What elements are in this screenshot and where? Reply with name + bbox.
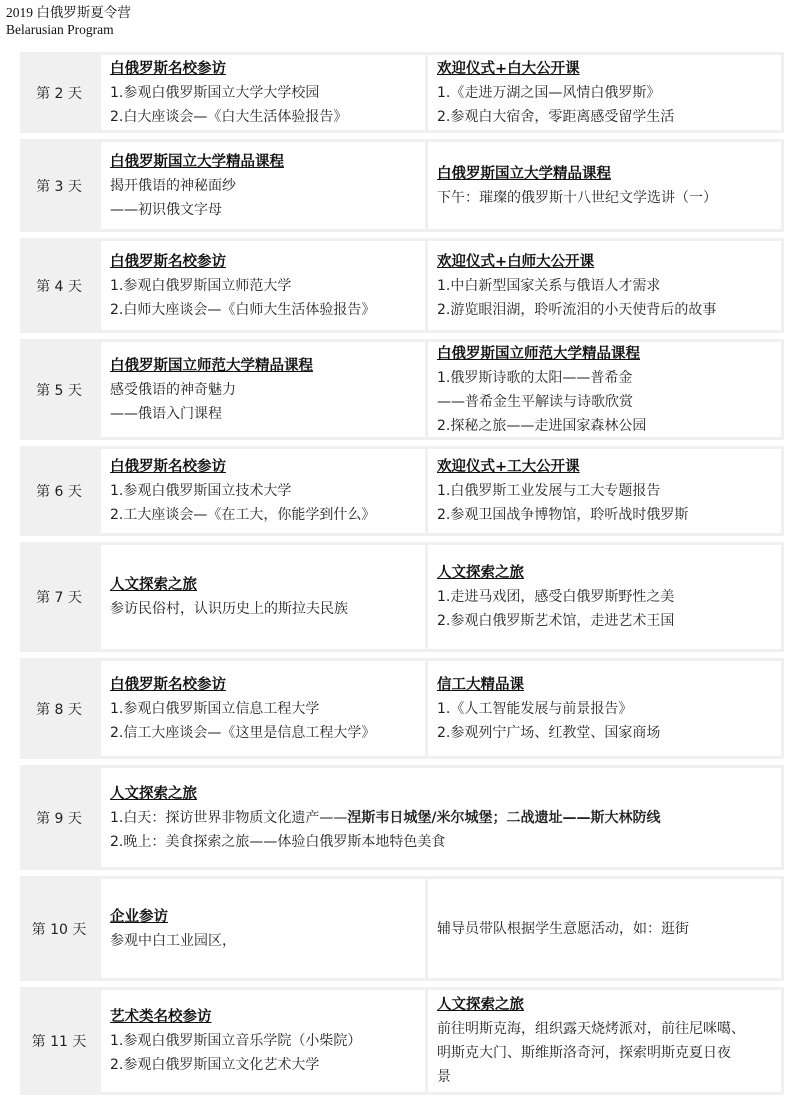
right-activity — [428, 142, 781, 229]
activity-line — [110, 806, 773, 830]
activity-line: 1.参观白俄罗斯国立大学大学校园 — [110, 84, 320, 101]
activity-line: 2.信工大座谈会—《这里是信息工程大学》 — [110, 724, 376, 741]
left-activity — [101, 879, 425, 978]
activity-line: 1.白俄罗斯工业发展与工大专题报告 — [437, 483, 661, 499]
schedule-table — [20, 52, 784, 1101]
activity-title: 人文探索之旅 — [437, 565, 524, 581]
left-activity — [101, 661, 425, 756]
activity-title: 欢迎仪式+工大公开课 — [437, 459, 580, 475]
day-label: 第 6 天 — [36, 484, 82, 500]
activity-line: 2.白大座谈会—《白大生活体验报告》 — [110, 108, 348, 125]
activity-title: 白俄罗斯国立师范大学精品课程 — [110, 357, 313, 374]
schedule-row-day-9 — [20, 765, 784, 870]
activity-line: 2.参观白大宿舍，零距离感受留学生活 — [437, 108, 675, 125]
activity-line: 1.参观白俄罗斯国立音乐学院（小柴院） — [110, 1033, 362, 1049]
activity-title: 信工大精品课 — [437, 676, 524, 693]
activity-line: 1.中白新型国家关系与俄语人才需求 — [437, 277, 661, 294]
activity-line: 1.参观白俄罗斯国立信息工程大学 — [110, 700, 320, 717]
activity-line: 2.参观列宁广场、红教堂、国家商场 — [437, 724, 661, 741]
right-activity — [428, 990, 781, 1092]
left-activity — [101, 449, 425, 533]
day-label: 第 8 天 — [36, 701, 82, 718]
schedule-row-day-5 — [20, 339, 784, 440]
schedule-row-day-8 — [20, 658, 784, 759]
right-activity — [428, 241, 781, 330]
day-label: 第 3 天 — [36, 178, 82, 195]
day-label: 第 5 天 — [36, 382, 82, 399]
activity-line: 1.走进马戏团，感受白俄罗斯野性之美 — [437, 589, 675, 605]
activity-line: ——普希金生平解读与诗歌欣赏 — [437, 393, 633, 410]
activity-line: 2.参观白俄罗斯艺术馆，走进艺术王国 — [437, 613, 675, 629]
schedule-row-day-6 — [20, 446, 784, 536]
right-activity — [428, 55, 781, 130]
right-activity — [428, 545, 781, 649]
activity-line: 2.白师大座谈会—《白师大生活体验报告》 — [110, 301, 376, 318]
activity-title: 企业参访 — [110, 908, 168, 925]
activity-line: 明斯克大门、斯维斯洛奇河，探索明斯克夏日夜 — [437, 1045, 731, 1061]
activity-line: 1.参观白俄罗斯国立师范大学 — [110, 277, 292, 294]
schedule-row-day-11 — [20, 987, 784, 1095]
right-activity — [428, 342, 781, 437]
header-title: 2019 白俄罗斯夏令营 — [6, 5, 131, 20]
day-label: 第 10 天 — [31, 921, 87, 938]
activity-line: 参观中白工业园区， — [110, 932, 236, 949]
activity-title: 欢迎仪式+白大公开课 — [437, 60, 580, 77]
activity-line: ——初识俄文字母 — [110, 201, 222, 218]
left-activity — [101, 241, 425, 330]
activity-line: 参访民俗村，认识历史上的斯拉夫民族 — [110, 601, 348, 617]
right-activity — [428, 449, 781, 533]
activity-line: 2.游览眼泪湖，聆听流泪的小天使背后的故事 — [437, 301, 717, 318]
activity-line: ——俄语入门课程 — [110, 405, 222, 422]
activity-line-highlight: 涅斯韦日城堡/米尔城堡；二战遗址——斯大林防线 — [347, 809, 661, 826]
activity-title: 白俄罗斯国立大学精品课程 — [110, 153, 284, 170]
day-label: 第 2 天 — [36, 85, 82, 102]
page-header — [6, 4, 131, 38]
activity-title: 白俄罗斯名校参访 — [110, 459, 226, 475]
left-activity — [101, 55, 425, 130]
activity-title: 艺术类名校参访 — [110, 1009, 212, 1025]
activity-line: 辅导员带队根据学生意愿活动，如：逛街 — [437, 920, 689, 937]
activity-line: 1.参观白俄罗斯国立技术大学 — [110, 483, 292, 499]
schedule-row-day-4 — [20, 238, 784, 333]
activity-title: 白俄罗斯国立师范大学精品课程 — [437, 345, 640, 362]
right-activity — [428, 661, 781, 756]
left-activity — [101, 990, 425, 1092]
activity-title: 白俄罗斯国立大学精品课程 — [437, 165, 611, 182]
left-activity — [101, 142, 425, 229]
activity-title: 人文探索之旅 — [437, 997, 524, 1013]
activity-line: 1.《走进万湖之国—风情白俄罗斯》 — [437, 84, 661, 101]
day-label: 第 7 天 — [36, 590, 82, 606]
activity-line: 景 — [437, 1069, 451, 1085]
activity-title: 白俄罗斯名校参访 — [110, 60, 226, 77]
schedule-row-day-10 — [20, 876, 784, 981]
activity-line: 1.《人工智能发展与前景报告》 — [437, 700, 633, 717]
activity-line: 下午：璀璨的俄罗斯十八世纪文学选讲（一） — [437, 189, 717, 206]
schedule-row-day-2 — [20, 52, 784, 133]
activity-title: 人文探索之旅 — [110, 577, 197, 593]
activity-line-plain: 1.白天：探访世界非物质文化遗产—— — [110, 809, 348, 826]
activity-line: 感受俄语的神奇魅力 — [110, 381, 236, 398]
activity-line: 1.俄罗斯诗歌的太阳——普希金 — [437, 369, 633, 386]
activity-title: 白俄罗斯名校参访 — [110, 253, 226, 270]
activity-line: 2.参观卫国战争博物馆，聆听战时俄罗斯 — [437, 507, 689, 523]
activity-line: 2.工大座谈会—《在工大，你能学到什么》 — [110, 507, 376, 523]
activity-line: 前往明斯克海，组织露天烧烤派对，前往尼咪噶、 — [437, 1021, 745, 1037]
wide-activity — [101, 768, 781, 867]
left-activity — [101, 545, 425, 649]
activity-line: 2.探秘之旅——走进国家森林公园 — [437, 417, 647, 434]
day-label: 第 4 天 — [36, 278, 82, 295]
activity-title: 欢迎仪式+白师大公开课 — [437, 253, 595, 270]
activity-title: 人文探索之旅 — [110, 785, 197, 802]
day-label: 第 11 天 — [31, 1034, 87, 1050]
activity-title: 白俄罗斯名校参访 — [110, 676, 226, 693]
schedule-row-day-7 — [20, 542, 784, 652]
right-activity — [428, 879, 781, 978]
left-activity — [101, 342, 425, 437]
activity-line: 2.参观白俄罗斯国立文化艺术大学 — [110, 1057, 320, 1073]
day-label: 第 9 天 — [36, 810, 82, 827]
header-subtitle: Belarusian Program — [6, 22, 114, 37]
schedule-row-day-3 — [20, 139, 784, 232]
activity-line: 揭开俄语的神秘面纱 — [110, 177, 236, 194]
activity-line: 2.晚上：美食探索之旅——体验白俄罗斯本地特色美食 — [110, 833, 446, 850]
